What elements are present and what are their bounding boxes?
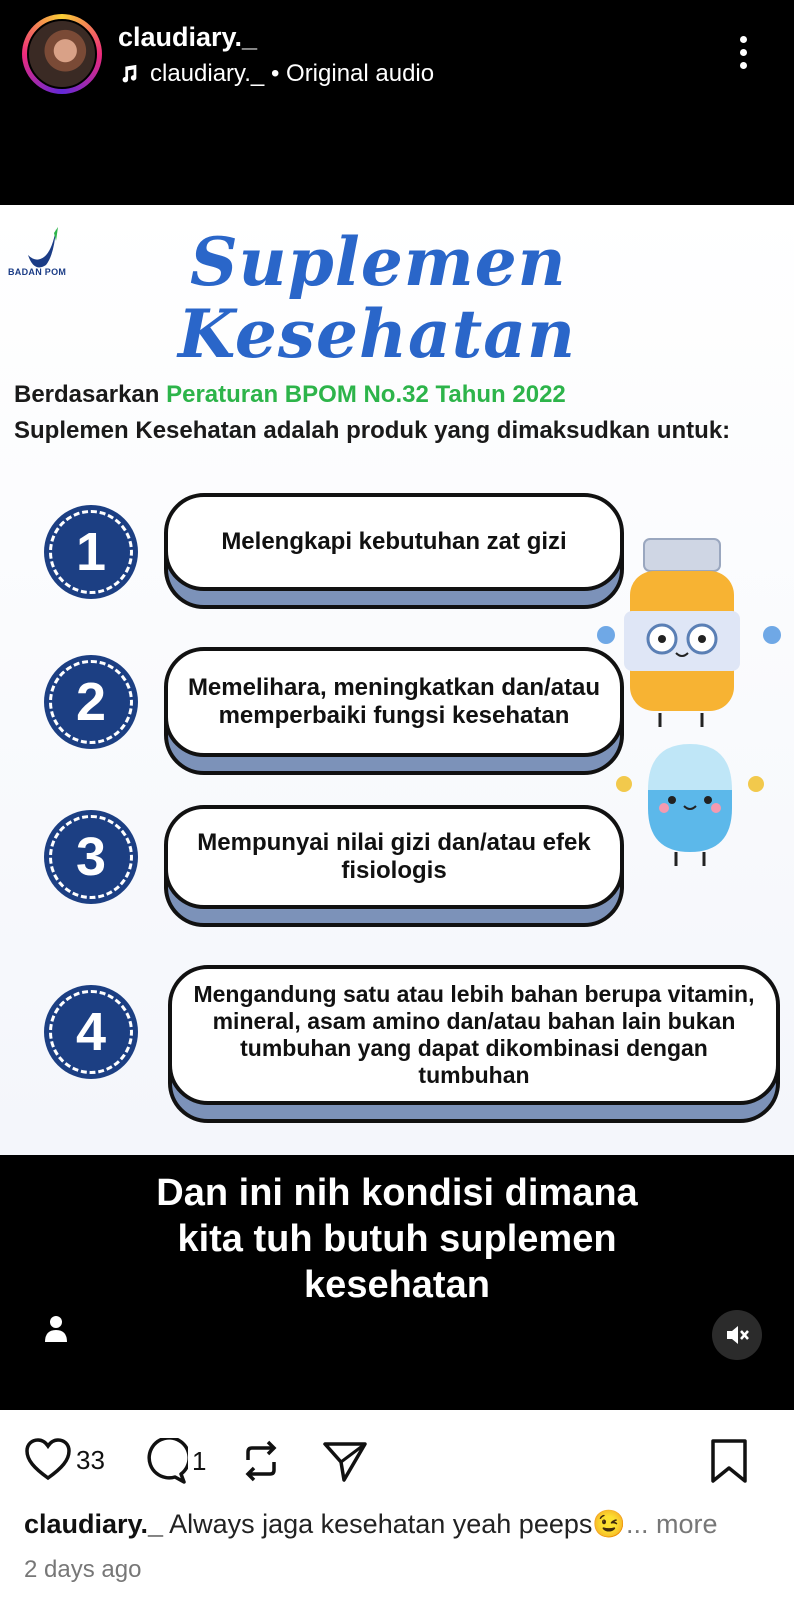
item-text-4: Mengandung satu atau lebih bahan berupa vitamin, mineral, asam amino dan/atau bahan lain bukan tumbuhan yang dapat dikombinasi dengan tumbuhan bbox=[168, 965, 780, 1105]
video-subtitle: Dan ini nih kondisi dimana kita tuh butuh suplemen kesehatan bbox=[156, 1172, 638, 1306]
caption-text: Always jaga kesehatan yeah peeps😉 bbox=[163, 1509, 626, 1539]
logo-text: BADAN POM bbox=[8, 267, 67, 277]
item-pill-1 bbox=[164, 493, 624, 591]
intro-text bbox=[14, 377, 784, 449]
item-text-1: Melengkapi kebutuhan zat gizi bbox=[164, 493, 624, 591]
slide-title-line1: Suplemen bbox=[190, 223, 567, 301]
item-pill-4 bbox=[168, 965, 780, 1105]
audio-label: claudiary._ • Original audio bbox=[150, 60, 435, 87]
action-bar bbox=[24, 1438, 774, 1488]
number-badge-1: 1 bbox=[44, 505, 138, 599]
header-username[interactable]: claudiary._ bbox=[118, 22, 258, 52]
mute-button[interactable] bbox=[712, 1310, 762, 1360]
item-pill-3 bbox=[164, 805, 624, 909]
slide-title-line2: Kesehatan bbox=[178, 295, 577, 373]
video-player[interactable] bbox=[0, 205, 794, 1410]
share-action[interactable] bbox=[322, 1438, 368, 1484]
music-note-icon bbox=[118, 63, 140, 85]
post-footer bbox=[0, 1410, 794, 1600]
number-badge-4: 4 bbox=[44, 985, 138, 1079]
repost-action[interactable] bbox=[240, 1438, 282, 1484]
post-timestamp: 2 days ago bbox=[24, 1556, 142, 1583]
item-pill-2 bbox=[164, 647, 624, 757]
vitamin-bottle-mascot-icon bbox=[596, 535, 786, 735]
regulation-reference: Peraturan BPOM No.32 Tahun 2022 bbox=[166, 381, 566, 408]
post-caption bbox=[24, 1508, 774, 1540]
repost-icon bbox=[240, 1438, 282, 1484]
infographic-slide bbox=[0, 205, 794, 1155]
audio-link[interactable] bbox=[118, 60, 434, 88]
caption-username[interactable]: claudiary._ bbox=[24, 1509, 164, 1539]
more-link[interactable]: ... more bbox=[626, 1509, 718, 1539]
comment-bubble-icon bbox=[142, 1438, 188, 1484]
more-options-icon[interactable] bbox=[736, 36, 750, 76]
avatar-image bbox=[27, 19, 97, 89]
intro-rest: Suplemen Kesehatan adalah produk yang dimaksudkan untuk: bbox=[14, 417, 731, 444]
avatar[interactable] bbox=[22, 14, 102, 94]
capsule-mascot-icon bbox=[610, 730, 770, 870]
like-action[interactable] bbox=[24, 1438, 105, 1482]
item-text-2: Memelihara, meningkatkan dan/atau memperbaiki fungsi kesehatan bbox=[164, 647, 624, 757]
number-badge-3: 3 bbox=[44, 810, 138, 904]
item-text-3: Mempunyai nilai gizi dan/atau efek fisiologis bbox=[164, 805, 624, 909]
heart-icon bbox=[24, 1438, 72, 1482]
reel-header bbox=[0, 0, 794, 205]
speaker-muted-icon bbox=[724, 1322, 750, 1348]
save-action[interactable] bbox=[710, 1438, 748, 1484]
send-icon bbox=[322, 1438, 368, 1484]
bookmark-icon bbox=[710, 1438, 748, 1484]
like-count: 33 bbox=[76, 1444, 105, 1475]
comment-action[interactable] bbox=[142, 1438, 206, 1484]
person-tag-icon[interactable] bbox=[44, 1315, 68, 1343]
number-badge-2: 2 bbox=[44, 655, 138, 749]
intro-prefix: Berdasarkan bbox=[14, 381, 167, 408]
comment-count: 1 bbox=[192, 1445, 207, 1476]
